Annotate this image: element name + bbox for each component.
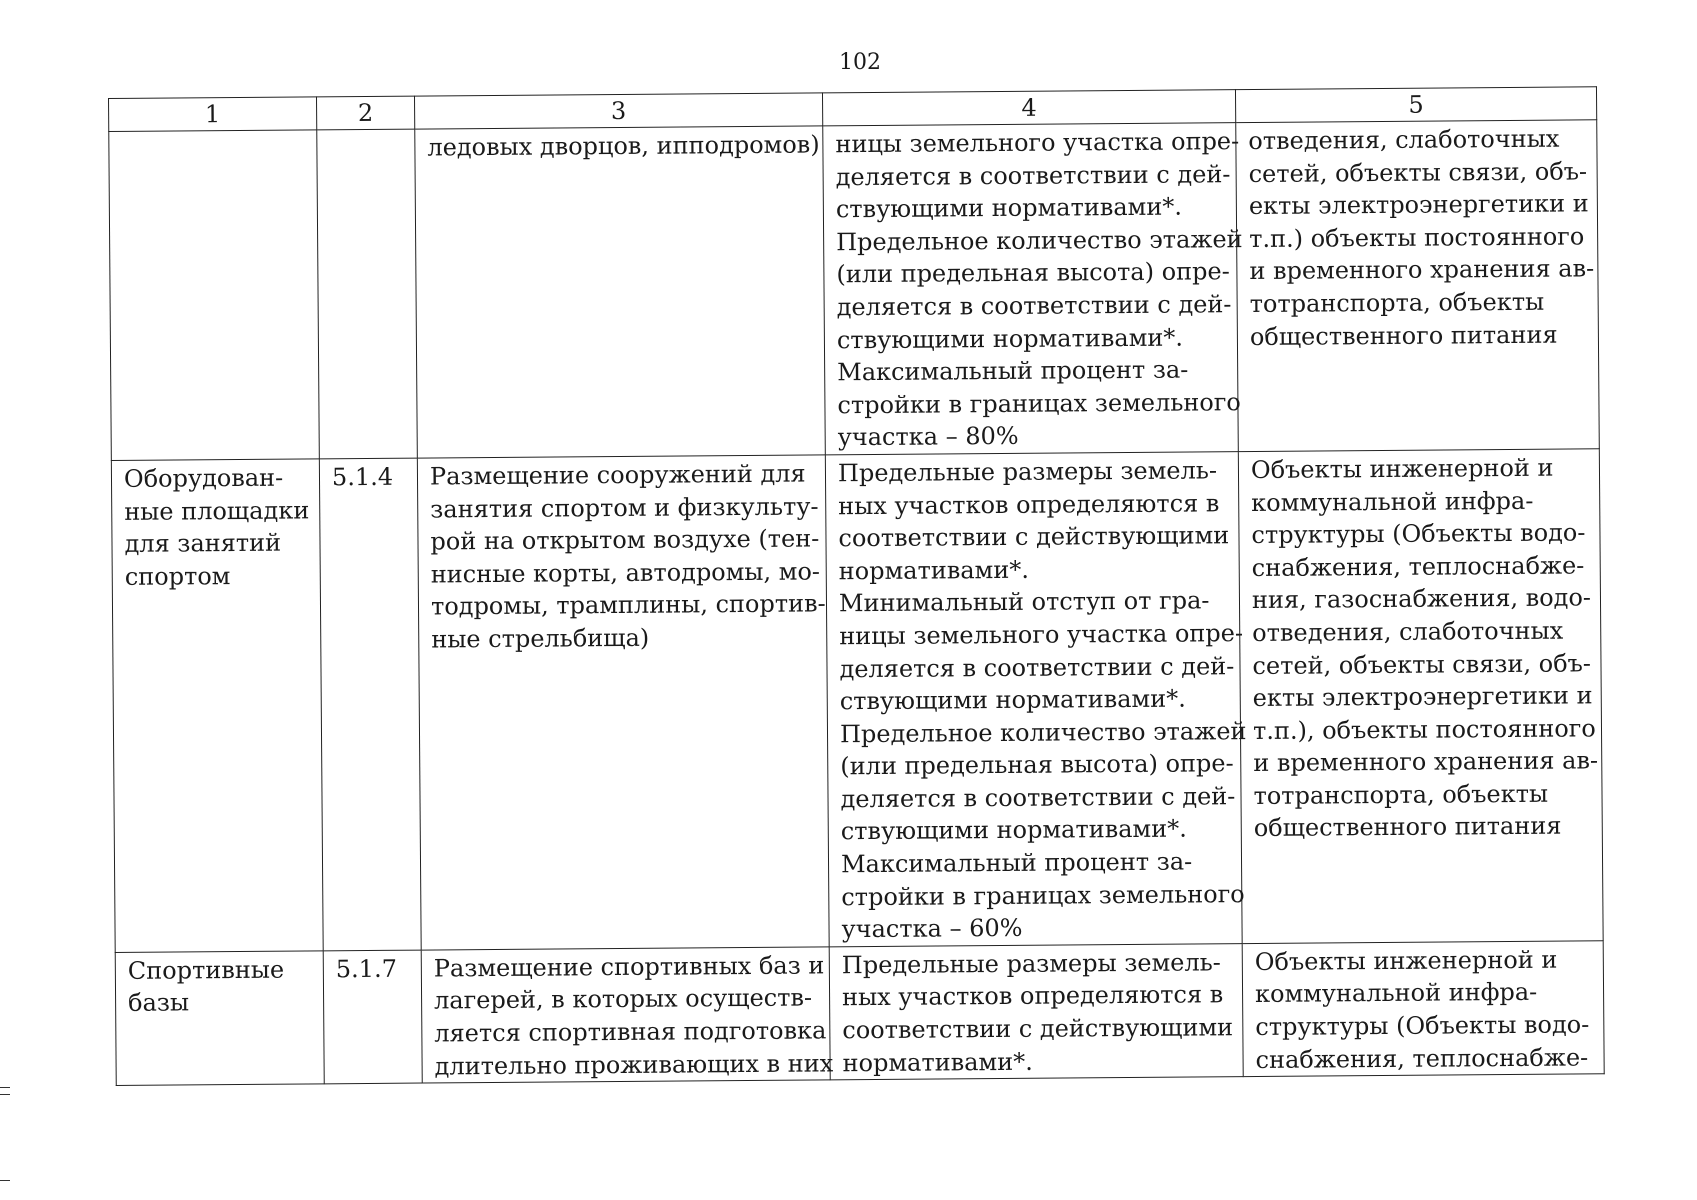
cell-text-line: снабжения, теплоснабже- [1255, 1043, 1589, 1074]
header-col-2: 2 [316, 96, 414, 130]
cell-text-line: нисные корты, автодромы, мо- [430, 557, 821, 589]
cell-text-line: ляется спортивная подготовка [434, 1016, 827, 1048]
cell-text-line: деляется в соответствии с дей- [840, 782, 1236, 814]
cell-text-line: 5.1.4 [331, 462, 394, 492]
cell-text-line: спортом [124, 561, 231, 591]
cell-text-line: ницы земельного участка опре- [835, 127, 1240, 159]
table-body [109, 120, 1604, 1086]
cell-text-line: деляется в соответствии с дей- [839, 651, 1235, 683]
cell-text-line: Минимальный отступ от гра- [838, 586, 1210, 618]
cell-text-line: нормативами*. [842, 1047, 1033, 1077]
page-number: 102 [839, 50, 881, 75]
cell-text-line: соответствии с действующими [842, 1013, 1234, 1045]
auxiliary-objects-cell [1238, 449, 1603, 944]
header-col-5: 5 [1235, 87, 1596, 123]
table-row [111, 449, 1603, 953]
cell-text-line: (или предельная высота) опре- [840, 749, 1234, 781]
cell-text-line: Предельное количество этажей [836, 224, 1243, 257]
cell-text-line: отведения, слаботочных [1248, 124, 1560, 156]
margin-mark [0, 1180, 10, 1181]
cell-text-line: Размещение сооружений для [429, 459, 806, 491]
cell-text-line: ствующими нормативами*. [836, 323, 1184, 354]
cell-text-line: ные площадки [124, 495, 310, 526]
cell-text-line: занятия спортом и физкульту- [430, 491, 819, 524]
cell-text-line: екты электроэнергетики и [1252, 681, 1593, 713]
cell-text-line: коммунальной инфра- [1254, 978, 1538, 1009]
cell-text-line: соответствии с действующими [838, 521, 1230, 553]
cell-text-line: тотранспорта, объекты [1253, 779, 1549, 810]
cell-text-line: ледовых дворцов, ипподромов) [427, 130, 820, 162]
cell-text-line: сетей, объекты связи, объ- [1252, 648, 1592, 680]
cell-text-line: Максимальный процент за- [840, 847, 1193, 879]
object-name-cell [111, 459, 323, 953]
cell-text-line: тодромы, трамплины, спортив- [430, 589, 826, 621]
cell-text-line: ствующими нормативами*. [835, 192, 1183, 224]
cell-text-line: участка – 60% [841, 914, 1023, 944]
cell-text-line: (или предельная высота) опре- [836, 257, 1230, 289]
cell-text-line: стройки в границах земельного [837, 387, 1241, 420]
cell-text-line: нормативами*. [838, 555, 1030, 585]
cell-text-line: ных участков определяются в [841, 980, 1224, 1012]
cell-text-line: ствующими нормативами*. [840, 815, 1187, 846]
cell-text-line: Оборудован- [123, 463, 284, 493]
parameters-cell [823, 123, 1243, 455]
cell-text-line: структуры (Объекты водо- [1255, 1010, 1590, 1042]
cell-text-line: Предельные размеры земель- [841, 948, 1221, 980]
cell-text-line: т.п.), объекты постоянного [1252, 714, 1596, 745]
cell-text-line: стройки в границах земельного [841, 879, 1245, 911]
cell-text-line: ницы земельного участка опре- [839, 619, 1244, 651]
land-use-table [108, 86, 1605, 1086]
header-col-3: 3 [414, 93, 822, 129]
cell-text-line: снабжения, теплоснабже- [1251, 551, 1585, 582]
cell-text-line: и временного хранения ав- [1253, 746, 1599, 778]
header-col-4: 4 [822, 90, 1235, 126]
cell-text-line: ные стрельбища) [431, 623, 650, 654]
cell-text-line: т.п.) объекты постоянного [1249, 222, 1585, 253]
object-name-cell [109, 130, 320, 461]
cell-text-line: ных участков определяются в [838, 488, 1220, 520]
cell-text-line: деляется в соответствии с дей- [835, 159, 1231, 191]
use-description-cell [417, 455, 829, 950]
cell-text-line: ния, газоснабжения, водо- [1251, 583, 1592, 615]
auxiliary-objects-cell [1236, 120, 1600, 452]
margin-mark [0, 1094, 10, 1095]
auxiliary-objects-cell [1242, 941, 1604, 1077]
cell-text-line: общественного питания [1249, 320, 1558, 351]
table-row [109, 120, 1600, 461]
cell-text-line: длительно проживающих в них [434, 1048, 834, 1081]
cell-text-line: Предельные размеры земель- [837, 456, 1218, 488]
object-name-cell [115, 951, 324, 1086]
cell-text-line: Объекты инженерной и [1254, 945, 1558, 976]
use-description-cell [421, 947, 834, 1084]
cell-text-line: базы [128, 988, 190, 1018]
cell-text-line: отведения, слаботочных [1252, 616, 1564, 647]
cell-text-line: Размещение спортивных баз и [433, 951, 825, 983]
cell-text-line: Объекты инженерной и [1250, 453, 1554, 484]
cell-text-line: ствующими нормативами*. [839, 684, 1186, 716]
cell-text-line: сетей, объекты связи, объ- [1248, 156, 1588, 188]
margin-mark [0, 1087, 10, 1088]
cell-text-line: рой на открытом воздухе (тен- [430, 524, 820, 556]
cell-text-line: структуры (Объекты водо- [1251, 518, 1586, 550]
cell-text-line: лагерей, в которых осуществ- [433, 983, 813, 1015]
cell-text-line: екты электроэнергетики и [1248, 189, 1589, 221]
table-row [115, 941, 1604, 1086]
use-description-cell [415, 126, 826, 458]
cell-text-line: 5.1.7 [335, 954, 398, 984]
cell-text-line: общественного питания [1253, 812, 1562, 843]
parameters-cell [829, 943, 1243, 1080]
cell-text-line: тотранспорта, объекты [1249, 287, 1545, 319]
cell-text-line: Предельное количество этажей [839, 716, 1247, 748]
cell-text-line: для занятий [124, 528, 282, 559]
cell-text-line: коммунальной инфра- [1251, 486, 1534, 517]
cell-text-line: Спортивные [127, 955, 285, 985]
use-code-cell [319, 458, 421, 951]
cell-text-line: и временного хранения ав- [1249, 254, 1595, 286]
cell-text-line: участка – 80% [837, 422, 1019, 452]
header-col-1: 1 [109, 97, 317, 132]
use-code-cell [323, 950, 422, 1084]
parameters-cell [825, 452, 1247, 947]
cell-text-line: Максимальный процент за- [837, 355, 1189, 387]
cell-text-line: деляется в соответствии с дей- [836, 290, 1232, 322]
use-code-cell [317, 129, 418, 459]
